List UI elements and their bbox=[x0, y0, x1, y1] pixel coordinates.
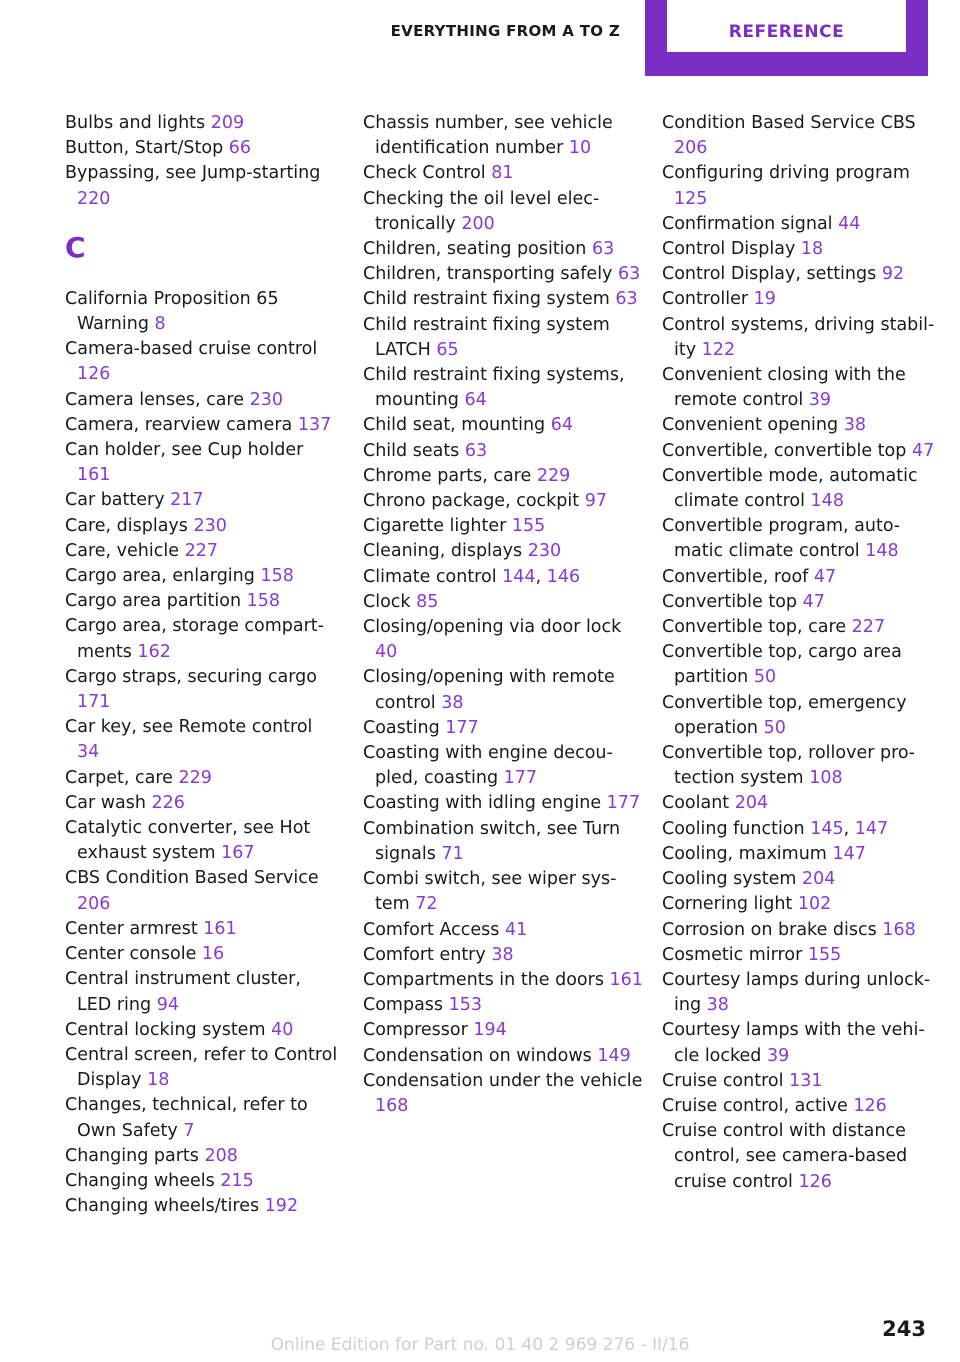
index-page-link[interactable]: 39 bbox=[766, 1045, 790, 1066]
index-entry-term: Convenient closing with the remote control bbox=[662, 365, 906, 411]
index-entry bbox=[65, 514, 340, 539]
index-entry bbox=[363, 237, 643, 262]
index-page-link[interactable]: 229 bbox=[178, 767, 212, 788]
index-entry bbox=[662, 313, 937, 363]
index-entry bbox=[65, 917, 340, 942]
index-entry bbox=[662, 640, 937, 690]
index-page-link[interactable]: 161 bbox=[77, 465, 111, 486]
index-page-link[interactable]: 168 bbox=[882, 919, 916, 940]
index-entry bbox=[65, 111, 340, 136]
index-entry-term: Convertible top, rollover protection system bbox=[662, 743, 915, 789]
index-page-link[interactable]: 40 bbox=[375, 642, 398, 663]
index-page-link[interactable]: 44 bbox=[838, 213, 861, 234]
index-entry bbox=[662, 615, 937, 640]
index-page-link[interactable]: 147 bbox=[854, 818, 889, 839]
index-entry-term: Cruise control bbox=[662, 1070, 784, 1091]
index-entry-term: Cargo area, enlarging bbox=[65, 566, 255, 587]
index-entry bbox=[662, 842, 937, 867]
index-entry bbox=[662, 918, 937, 943]
index-entry bbox=[65, 337, 340, 387]
index-entry bbox=[662, 943, 937, 968]
index-page-link[interactable]: 227 bbox=[851, 617, 886, 638]
index-entry-term: Care, vehicle bbox=[65, 540, 179, 561]
index-entry bbox=[363, 615, 643, 665]
index-page-link[interactable]: 65 bbox=[436, 339, 459, 360]
index-entry-term: Control Display, settings bbox=[662, 264, 877, 285]
index-entry bbox=[65, 942, 340, 967]
index-page-link[interactable]: 41 bbox=[504, 919, 528, 940]
index-page-link[interactable]: 208 bbox=[204, 1145, 238, 1166]
index-page-link[interactable]: 34 bbox=[77, 742, 100, 763]
index-page-link[interactable]: 92 bbox=[881, 264, 905, 285]
index-page-link[interactable]: 18 bbox=[147, 1070, 170, 1091]
index-page-link[interactable]: 149 bbox=[597, 1045, 631, 1066]
index-entry bbox=[662, 741, 937, 791]
index-entry bbox=[662, 262, 937, 287]
index-entry-term: Changing wheels/tires bbox=[65, 1196, 260, 1217]
index-entry-term: Combination switch, see Turn signals bbox=[363, 818, 621, 864]
index-page-link[interactable]: 148 bbox=[810, 491, 844, 512]
index-entry bbox=[662, 363, 937, 413]
index-column-2 bbox=[363, 111, 643, 1119]
index-page-link[interactable]: 126 bbox=[77, 364, 111, 385]
index-page-link[interactable]: 204 bbox=[734, 793, 769, 814]
index-entry-term: CBS Condition Based Service bbox=[65, 868, 319, 889]
index-page-link[interactable]: 122 bbox=[701, 339, 736, 360]
index-page-link[interactable]: 131 bbox=[789, 1070, 823, 1091]
index-entry-term: Changes, technical, refer to Own Safety bbox=[65, 1095, 308, 1141]
index-page-link[interactable]: 137 bbox=[297, 414, 332, 435]
index-entry bbox=[65, 161, 340, 211]
index-page-link[interactable]: 47 bbox=[911, 440, 935, 461]
index-page-link[interactable]: 126 bbox=[853, 1095, 887, 1116]
index-entry-term: Central screen, refer to Control Display bbox=[65, 1044, 338, 1091]
index-page-link[interactable]: 71 bbox=[441, 843, 464, 864]
index-page-link[interactable]: 126 bbox=[798, 1171, 832, 1192]
index-entry bbox=[363, 716, 643, 741]
footer-edition: Online Edition for Part no. 01 40 2 969 276 - II/16 bbox=[270, 1335, 690, 1355]
index-entry-term: Camera lenses, care bbox=[65, 389, 245, 410]
index-page-link[interactable]: 8 bbox=[154, 314, 166, 335]
index-page-link[interactable]: 146 bbox=[546, 566, 581, 587]
index-entry bbox=[662, 464, 937, 514]
index-page-link[interactable]: 155 bbox=[807, 944, 842, 965]
index-entry-term: Cleaning, displays bbox=[363, 541, 523, 562]
index-entry-term: Closing/opening with remote control bbox=[363, 667, 615, 713]
index-entry bbox=[65, 816, 340, 866]
index-page-link[interactable]: 16 bbox=[201, 944, 225, 965]
index-page-link[interactable]: 38 bbox=[491, 944, 514, 965]
index-entry bbox=[65, 1018, 340, 1043]
index-entry bbox=[363, 287, 643, 312]
index-page-link[interactable]: 72 bbox=[415, 894, 438, 915]
index-entry-term: Cooling function bbox=[662, 818, 805, 839]
index-column-3 bbox=[662, 111, 937, 1195]
index-entry bbox=[65, 1043, 340, 1093]
index-entry bbox=[662, 111, 937, 161]
index-page-link[interactable]: 161 bbox=[609, 969, 643, 990]
index-page-link[interactable]: 125 bbox=[674, 188, 708, 209]
index-entry-term: Chassis number, see vehicle identification number bbox=[363, 113, 613, 159]
index-entry-term: Children, seating position bbox=[363, 239, 587, 260]
index-entry bbox=[363, 514, 643, 539]
index-entry-term: Care, displays bbox=[65, 515, 188, 536]
index-entry-term: Central locking system bbox=[65, 1019, 266, 1040]
index-entry-term: Convertible top, emergency operation bbox=[662, 692, 907, 738]
index-entry bbox=[662, 791, 937, 816]
index-page-link[interactable]: 162 bbox=[137, 641, 171, 662]
index-page-link[interactable]: 108 bbox=[809, 768, 843, 789]
page-number: 243 bbox=[882, 1317, 926, 1341]
index-page-link[interactable]: 145 bbox=[810, 818, 844, 839]
index-entry-term: Bypassing, see Jump-starting bbox=[65, 163, 321, 184]
index-entry bbox=[65, 715, 340, 765]
index-entry bbox=[65, 614, 340, 664]
index-page-link[interactable]: 171 bbox=[77, 692, 111, 713]
index-entry-term: Center armrest bbox=[65, 918, 198, 939]
index-entry-term: Convertible top, care bbox=[662, 617, 847, 638]
index-entry-term: Central instrument cluster, LED ring bbox=[65, 969, 301, 1015]
index-page-link[interactable]: 7 bbox=[183, 1120, 195, 1141]
index-entry bbox=[662, 439, 937, 464]
index-page-link[interactable]: 229 bbox=[536, 465, 571, 486]
index-entry bbox=[363, 993, 643, 1018]
index-entry-term: Comfort Access bbox=[363, 919, 500, 940]
index-page-link[interactable]: 144 bbox=[502, 566, 536, 587]
index-page-link[interactable]: 63 bbox=[591, 239, 615, 260]
index-page-link[interactable]: 39 bbox=[808, 390, 832, 411]
index-entry bbox=[65, 1169, 340, 1194]
index-entry bbox=[65, 413, 340, 438]
index-entry bbox=[363, 363, 643, 413]
index-entry-term: Cooling, maximum bbox=[662, 843, 827, 864]
index-entry-term: Button, Start/Stop bbox=[65, 138, 224, 159]
index-page-link[interactable]: 66 bbox=[228, 138, 252, 159]
index-entry bbox=[662, 1119, 937, 1195]
index-page-link[interactable]: 38 bbox=[706, 995, 729, 1016]
index-entry bbox=[662, 1018, 937, 1068]
index-page-link[interactable]: 63 bbox=[464, 440, 488, 461]
index-page-link[interactable]: 177 bbox=[503, 768, 538, 789]
index-page-link[interactable]: 38 bbox=[843, 415, 866, 436]
index-entry-term: Convertible top bbox=[662, 591, 798, 612]
index-page-link[interactable]: 230 bbox=[193, 515, 227, 536]
index-entry bbox=[363, 439, 643, 464]
index-entry-term: Climate control bbox=[363, 566, 497, 587]
index-entry-term: Cornering light bbox=[662, 894, 793, 915]
index-entry-term: Child restraint fixing system LATCH bbox=[363, 314, 610, 360]
index-entry bbox=[65, 766, 340, 791]
index-entry bbox=[662, 1069, 937, 1094]
index-page-link[interactable]: 215 bbox=[220, 1170, 254, 1191]
index-entry: Climate control 144, 146 bbox=[363, 566, 581, 587]
index-entry bbox=[363, 791, 643, 816]
index-entry bbox=[65, 539, 340, 564]
index-page-link[interactable]: 50 bbox=[753, 667, 777, 688]
index-page-link[interactable]: 230 bbox=[249, 389, 283, 410]
index-page-link[interactable]: 204 bbox=[801, 869, 836, 890]
index-entry bbox=[363, 187, 643, 237]
index-entry bbox=[65, 967, 340, 1017]
index-entry bbox=[662, 212, 937, 237]
index-entry-term: Changing parts bbox=[65, 1145, 199, 1166]
index-entry-term: Control Display bbox=[662, 239, 796, 260]
reference-tab bbox=[645, 0, 928, 76]
index-page-link[interactable]: 63 bbox=[615, 289, 638, 310]
index-entry-term: Cigarette lighter bbox=[363, 516, 507, 537]
index-entry bbox=[662, 237, 937, 262]
index-entry-term: Child restraint fixing system bbox=[363, 289, 610, 310]
index-entry-term: Can holder, see Cup holder bbox=[65, 440, 304, 461]
index-entry-term: Cargo straps, securing cargo bbox=[65, 666, 317, 687]
index-entry-term: Confirmation signal bbox=[662, 213, 833, 234]
index-entry bbox=[363, 489, 643, 514]
index-entry-term: Cargo area, storage compartments bbox=[65, 616, 324, 662]
index-page-link[interactable]: 40 bbox=[271, 1019, 294, 1040]
index-entry-term: Child seats bbox=[363, 440, 460, 461]
index-entry bbox=[363, 111, 643, 161]
index-page-link[interactable]: 148 bbox=[865, 541, 899, 562]
index-page-link[interactable]: 177 bbox=[606, 793, 641, 814]
index-page-link[interactable]: 206 bbox=[77, 893, 111, 914]
index-entry-term: Combi switch, see wiper system bbox=[363, 869, 617, 915]
index-entry-term: Condition Based Service CBS bbox=[662, 113, 916, 133]
index-entry-term: Courtesy lamps during unlocking bbox=[662, 969, 931, 1016]
index-entry-term: Courtesy lamps with the vehicle locked bbox=[662, 1020, 925, 1066]
index-entry-term: Compressor bbox=[363, 1020, 468, 1041]
index-entry-term: Comfort entry bbox=[363, 944, 486, 965]
index-page-link[interactable]: 177 bbox=[445, 717, 479, 738]
index-entry-term: Convenient opening bbox=[662, 415, 839, 436]
index-entry-term: Cruise control with distance control, see camera-based cruise control bbox=[662, 1121, 908, 1192]
index-entry-term: Child seat, mounting bbox=[363, 415, 546, 436]
index-entry bbox=[363, 665, 643, 715]
index-entry bbox=[662, 590, 937, 615]
index-page-link[interactable]: 19 bbox=[753, 289, 776, 310]
index-page-link[interactable]: 18 bbox=[800, 239, 824, 260]
index-entry-term: Car battery bbox=[65, 490, 165, 511]
index-entry bbox=[65, 1144, 340, 1169]
index-entry-term: Cooling system bbox=[662, 869, 797, 890]
index-entry-term: Coolant bbox=[662, 793, 730, 814]
index-entry-term: Checking the oil level electronically bbox=[363, 188, 600, 234]
index-entry bbox=[662, 565, 937, 590]
index-page-link[interactable]: 47 bbox=[813, 566, 837, 587]
index-entry bbox=[65, 1093, 340, 1143]
index-page-link[interactable]: 102 bbox=[797, 894, 832, 915]
index-page-link[interactable]: 194 bbox=[473, 1020, 507, 1041]
index-page-link[interactable]: 64 bbox=[464, 390, 487, 411]
index-entry bbox=[363, 968, 643, 993]
index-entry-term: Control systems, driving stability bbox=[662, 314, 935, 360]
index-letter-heading: C bbox=[65, 230, 86, 264]
index-entry bbox=[363, 161, 643, 186]
index-entry bbox=[65, 136, 340, 161]
index-entry bbox=[363, 1018, 643, 1043]
index-entry-term: Compartments in the doors bbox=[363, 969, 604, 990]
running-header-section: EVERYTHING FROM A TO Z bbox=[390, 22, 620, 40]
index-entry bbox=[65, 589, 340, 614]
reference-tab-label: REFERENCE bbox=[667, 0, 906, 52]
index-column-1 bbox=[65, 111, 340, 1219]
index-page-link[interactable]: 161 bbox=[203, 918, 237, 939]
index-entry bbox=[65, 438, 340, 488]
index-entry-term: Changing wheels bbox=[65, 1170, 215, 1191]
index-page-link[interactable]: 167 bbox=[221, 843, 255, 864]
index-entry bbox=[363, 1069, 643, 1119]
index-page-link[interactable]: 85 bbox=[416, 591, 439, 612]
index-entry bbox=[363, 313, 643, 363]
index-entry bbox=[363, 1044, 643, 1069]
index-entry-term: Convertible program, automatic climate control bbox=[662, 516, 900, 562]
index-entry bbox=[662, 161, 937, 211]
index-entry bbox=[363, 413, 643, 438]
index-page-link[interactable]: 220 bbox=[77, 188, 111, 209]
index-page-link[interactable]: 158 bbox=[246, 591, 281, 612]
index-entry-term: Coasting with engine decoupled, coasting bbox=[363, 743, 613, 789]
index-entry bbox=[363, 741, 643, 791]
index-page-link[interactable]: 153 bbox=[448, 995, 483, 1016]
index-entry bbox=[65, 388, 340, 413]
index-entry bbox=[65, 564, 340, 589]
index-page-link[interactable]: 227 bbox=[184, 540, 218, 561]
index-entry-term: Chrono package, cockpit bbox=[363, 491, 580, 512]
index-entry bbox=[65, 1194, 340, 1219]
index-page-link[interactable]: 94 bbox=[156, 994, 179, 1015]
index-entry bbox=[662, 413, 937, 438]
index-entry bbox=[662, 892, 937, 917]
index-entry-term: Convertible, convertible top bbox=[662, 440, 907, 461]
index-entry-term: Catalytic converter, see Hot exhaust system bbox=[65, 818, 311, 864]
index-entry-term: Coasting with idling engine bbox=[363, 793, 602, 814]
index-entry bbox=[363, 918, 643, 943]
index-entry-term: Cruise control, active bbox=[662, 1095, 848, 1116]
index-entry-term: Convertible, roof bbox=[662, 566, 809, 587]
index-entry bbox=[662, 691, 937, 741]
index-page-link[interactable]: 47 bbox=[802, 591, 825, 612]
index-entry bbox=[363, 590, 643, 615]
index-page-link[interactable]: 206 bbox=[674, 138, 708, 159]
index-page-link[interactable]: 38 bbox=[441, 692, 464, 713]
index-page-link[interactable]: 50 bbox=[763, 717, 786, 738]
index-page-link[interactable]: 168 bbox=[375, 1095, 409, 1116]
index-entry bbox=[363, 539, 643, 564]
index-entry bbox=[363, 464, 643, 489]
index-page-link[interactable]: 158 bbox=[260, 566, 294, 587]
index-entry: Cooling function 145, 147 bbox=[662, 818, 889, 839]
index-entry-term: Carpet, care bbox=[65, 767, 173, 788]
index-entry bbox=[662, 968, 937, 1018]
index-entry-term: Camera, rearview camera bbox=[65, 414, 293, 435]
index-entry-term: Center console bbox=[65, 944, 197, 965]
index-entry-term: Configuring driving program bbox=[662, 163, 910, 184]
index-entry-term: Car wash bbox=[65, 792, 146, 813]
index-entry-term: Chrome parts, care bbox=[363, 465, 532, 486]
index-entry bbox=[65, 665, 340, 715]
index-entry bbox=[363, 943, 643, 968]
index-page-link[interactable]: 217 bbox=[170, 490, 204, 511]
index-entry bbox=[65, 866, 340, 916]
index-page-link[interactable]: 226 bbox=[151, 792, 185, 813]
index-page-link[interactable]: 10 bbox=[568, 138, 592, 159]
index-page-link[interactable]: 64 bbox=[550, 415, 574, 436]
index-page-link[interactable]: 192 bbox=[264, 1196, 299, 1217]
index-entry-term: Condensation on windows bbox=[363, 1045, 592, 1066]
index-entry bbox=[363, 262, 643, 287]
index-page-link[interactable]: 97 bbox=[584, 491, 607, 512]
index-page-link[interactable]: 200 bbox=[461, 213, 495, 234]
index-entry-term: Controller bbox=[662, 289, 749, 310]
index-entry-term: Convertible mode, automatic climate control bbox=[662, 465, 918, 512]
index-entry bbox=[65, 488, 340, 513]
index-entry-term: Check Control bbox=[363, 163, 486, 184]
index-page-link[interactable]: 147 bbox=[832, 843, 866, 864]
index-entry-term: Closing/opening via door lock bbox=[363, 617, 622, 638]
index-entry-term: Car key, see Remote control bbox=[65, 717, 313, 738]
index-page-link[interactable]: 81 bbox=[491, 163, 514, 184]
index-entry-term: Cargo area partition bbox=[65, 591, 242, 612]
index-entry-term: Corrosion on brake discs bbox=[662, 919, 877, 940]
index-entry bbox=[363, 817, 643, 867]
index-entry-term: Cosmetic mirror bbox=[662, 944, 803, 965]
index-entry bbox=[662, 514, 937, 564]
index-entry-term: Compass bbox=[363, 995, 444, 1016]
index-entry bbox=[662, 287, 937, 312]
index-page-link[interactable]: 209 bbox=[210, 113, 245, 133]
index-entry-term: Coasting bbox=[363, 717, 440, 738]
index-entry-term: Bulbs and lights bbox=[65, 113, 206, 133]
index-entry bbox=[662, 867, 937, 892]
index-entry-term: California Proposition 65 Warning bbox=[65, 288, 279, 335]
index-entry-term: Child restraint fixing systems, mounting bbox=[363, 365, 625, 411]
index-page-link[interactable]: 155 bbox=[511, 516, 546, 537]
index-entry bbox=[662, 1094, 937, 1119]
index-page-link[interactable]: 63 bbox=[618, 264, 641, 285]
index-entry bbox=[363, 867, 643, 917]
index-entry-term: Clock bbox=[363, 591, 411, 612]
index-entry-term: Camera-based cruise control bbox=[65, 339, 318, 360]
index-page-link[interactable]: 230 bbox=[527, 541, 562, 562]
index-entry-term: Condensation under the vehicle bbox=[363, 1070, 643, 1091]
index-entry-term: Children, transporting safely bbox=[363, 264, 613, 285]
index-entry bbox=[65, 287, 340, 337]
index-entry bbox=[65, 791, 340, 816]
index-entry-term: Convertible top, cargo area partition bbox=[662, 642, 902, 688]
